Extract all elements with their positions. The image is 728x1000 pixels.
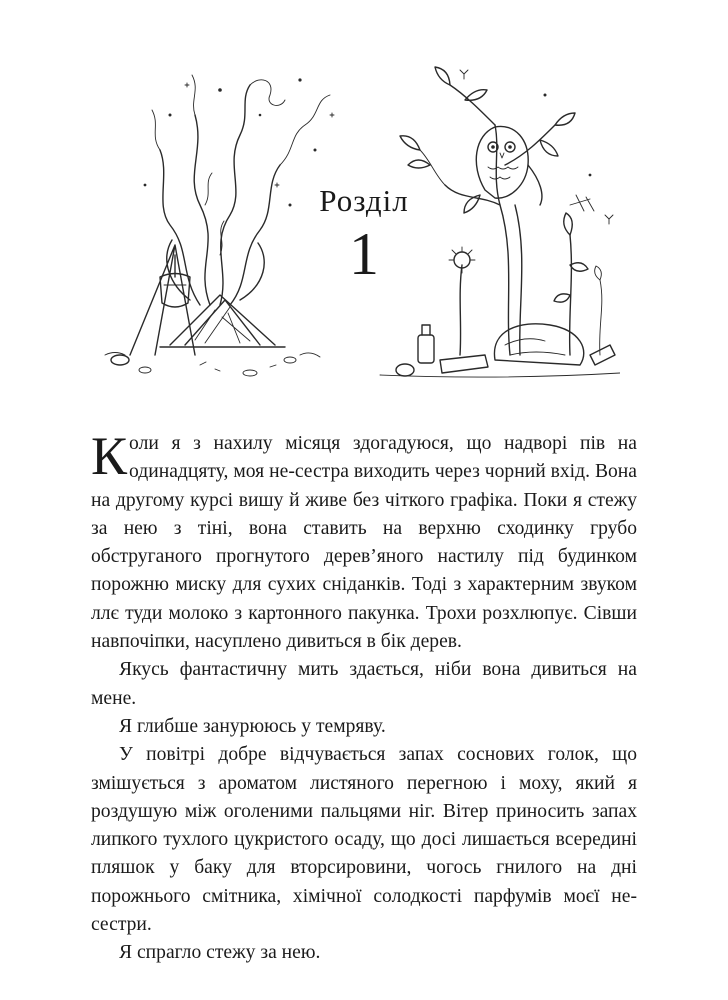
paragraph-2: Якусь фантастичну мить здається, ніби вона дивиться на мене. (91, 659, 637, 709)
chapter-text (91, 426, 637, 968)
paragraph-1-text: оли я з нахилу місяця здогадуюся, що надворі пів на одинадцяту, моя не-сестра виходить через чорний вхід. Вона на другому курсі вишу й живе без чіткого графіка. Поки я стежу за нею з тіні, вона ставить на верхню сходинку грубо обструганого прогнутого дерев’яного настилу під будинком порожню миску для сухих сніданків. Тоді з характерним звуком ллє туди молоко з картонного пакунка. Трохи розхлюпує. Сівши навпочіпки, насуплено дивиться в бік дерев. (91, 433, 637, 653)
paragraph-4: У повітрі добре відчувається запах соснових голок, що змішується з ароматом листяного перегною і моху, який я роздушую між оголеними пальцями ніг. Вітер приносить запах липкого тухлого цукристого осаду, що досі лишається всередині пляшок у баку для вторсировини, чогось гнилого на дні порожнього смітника, хімічної солодкості парфумів моєї не-сестри. (91, 744, 637, 936)
paragraph-5: Я спрагло стежу за нею. (119, 942, 321, 964)
paragraph-3: Я глибше занурююсь у темряву. (119, 715, 386, 737)
paragraph-1 (91, 426, 637, 656)
chapter-number: 1 (349, 221, 379, 287)
bag-bottles (380, 324, 620, 377)
chapter-label: Розділ (319, 183, 409, 218)
drop-cap: К (91, 426, 128, 486)
